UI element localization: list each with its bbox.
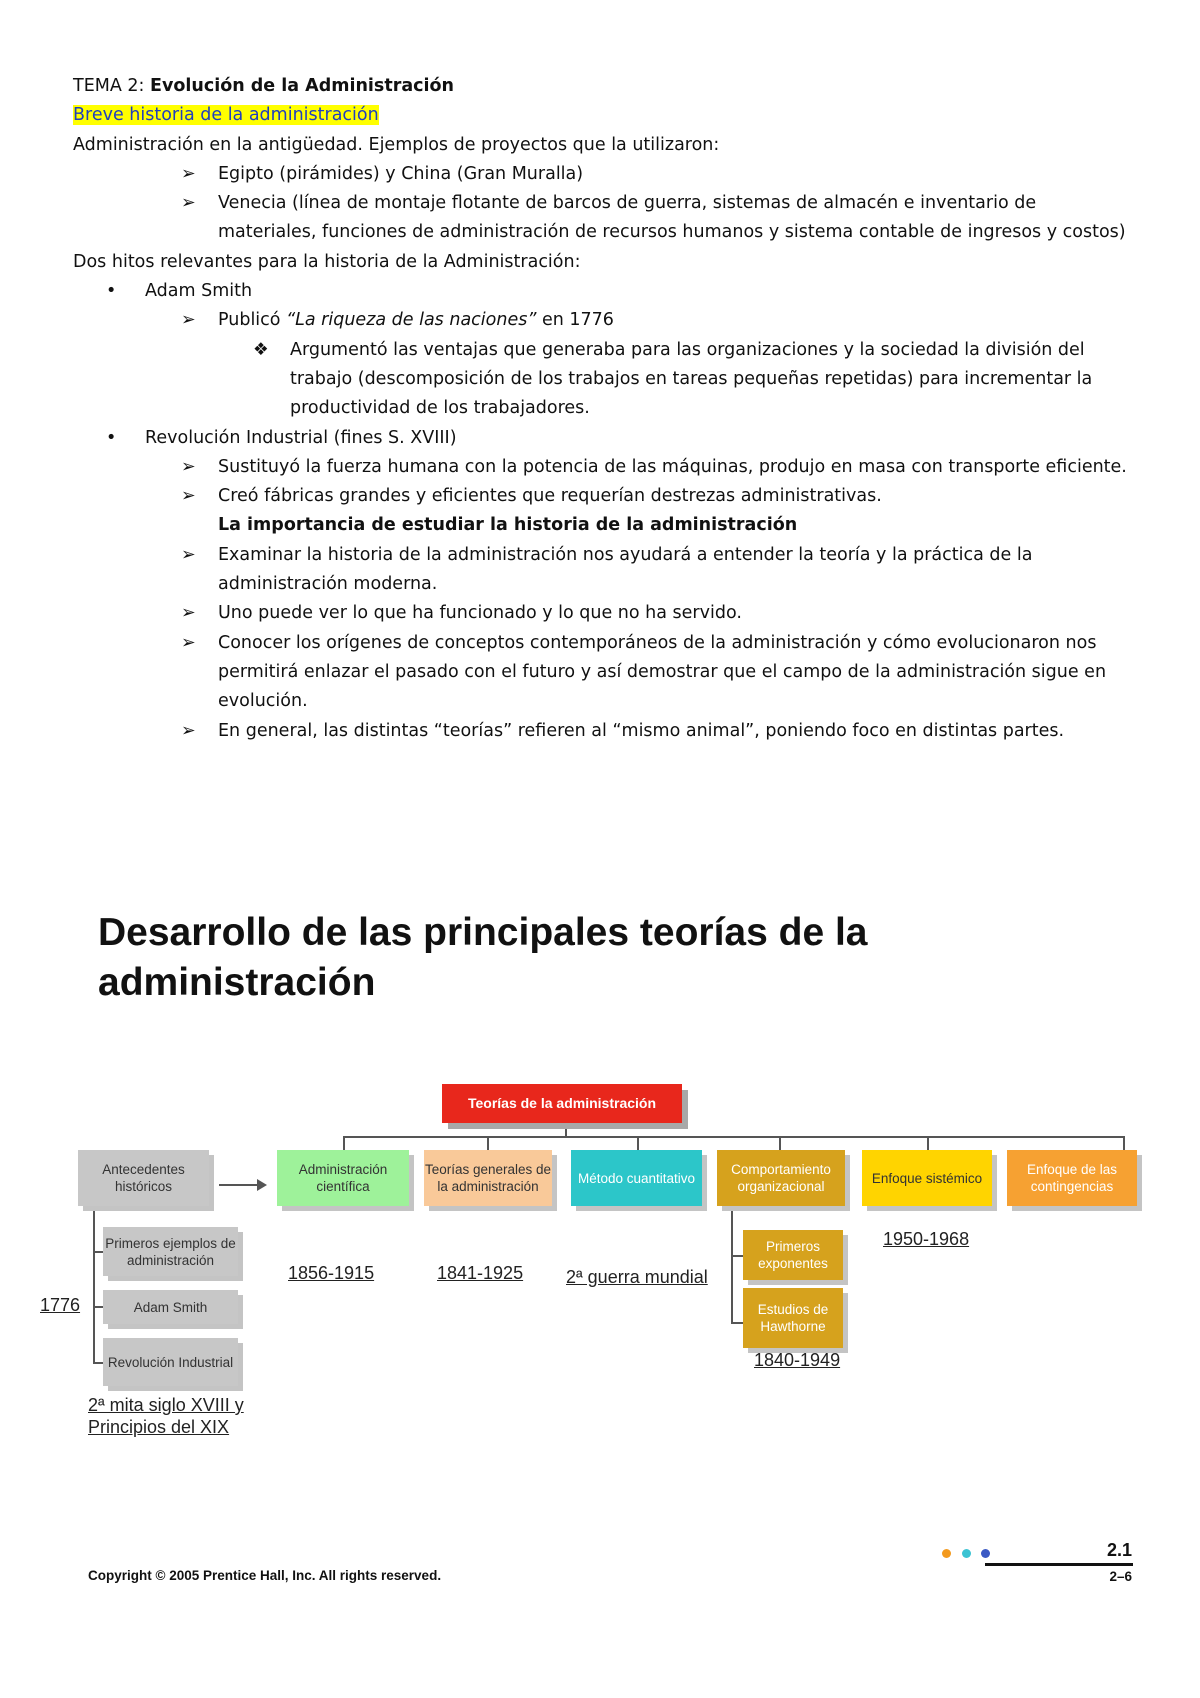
- theory-box-contingencias: Enfoque de las contingencias: [1007, 1150, 1137, 1206]
- arrow-bullet-icon: ➢: [181, 632, 196, 653]
- arrow-bullet-icon: ➢: [181, 163, 196, 184]
- connector-line: [731, 1211, 733, 1323]
- list-item: ➢ Conocer los orígenes de conceptos contemporáneos de la administración y cómo evolucionaron nos permitirá enlazar el pasado con el futuro y así demostrar que el campo de la administración sigue en evolución.: [73, 629, 1133, 717]
- list-item: ➢ Venecia (línea de montaje flotante de barcos de guerra, sistemas de almacén e inventario de materiales, funciones de administración de recursos humanos y sistema contable de ingresos y costos): [73, 189, 1133, 248]
- importance-heading: La importancia de estudiar la historia de la administración: [218, 515, 798, 536]
- decorative-dot-orange: [942, 1549, 951, 1558]
- list-item: ➢ Uno puede ver lo que ha funcionado y lo que no ha servido.: [73, 599, 1133, 628]
- behavior-item-primeros-exponentes: Primeros exponentes: [743, 1230, 843, 1280]
- doc-intro: Administración en la antigüedad. Ejemplos de proyectos que la utilizaron:: [73, 134, 720, 155]
- connector-line: [343, 1136, 1125, 1138]
- connector-line: [779, 1136, 781, 1150]
- arrow-bullet-icon: ➢: [181, 193, 196, 214]
- connector-line: [565, 1123, 567, 1137]
- list-item: ➢ Egipto (pirámides) y China (Gran Muralla): [73, 160, 1133, 189]
- document-body: [73, 72, 1133, 746]
- theory-box-cuantitativo: Método cuantitativo: [571, 1150, 702, 1206]
- copyright-notice: Copyright © 2005 Prentice Hall, Inc. All rights reserved.: [88, 1568, 442, 1583]
- page-number: 2–6: [1109, 1569, 1132, 1584]
- doc-title: TEMA 2: Evolución de la Administración: [73, 76, 454, 96]
- theory-box-generales: Teorías generales de la administración: [424, 1150, 552, 1206]
- behavior-item-hawthorne: Estudios de Hawthorne: [743, 1288, 843, 1348]
- antecedent-item-primeros-ejemplos: Primeros ejemplos de administración: [103, 1227, 238, 1276]
- annotation-period-comportamiento: 1840-1949: [754, 1350, 841, 1370]
- connector-line: [1123, 1136, 1125, 1150]
- antecedentes-box: Antecedentes históricos: [78, 1150, 209, 1206]
- section-number: 2.1: [1106, 1540, 1132, 1560]
- arrow-right-icon: [257, 1179, 267, 1191]
- list-item: ➢ Sustituyó la fuerza humana con la potencia de las máquinas, produjo en masa con transporte eficiente.: [73, 453, 1133, 482]
- list-item: • Revolución Industrial (fines S. XVIII): [73, 424, 1133, 453]
- theory-box-comportamiento: Comportamiento organizacional: [717, 1150, 845, 1206]
- arrow-bullet-icon: ➢: [181, 486, 196, 507]
- connector-line: [637, 1136, 639, 1150]
- connector-line: [219, 1184, 259, 1186]
- arrow-bullet-icon: ➢: [181, 544, 196, 565]
- connector-line: [927, 1136, 929, 1150]
- list-item: • Adam Smith: [73, 277, 1133, 306]
- list-item: ➢ Creó fábricas grandes y eficientes que requerían destrezas administrativas.: [73, 482, 1133, 511]
- connector-line: [343, 1136, 345, 1150]
- list-item: ➢ Examinar la historia de la administración nos ayudará a entender la teoría y la práctica de la administración moderna.: [73, 541, 1133, 600]
- annotation-1776: 1776: [40, 1295, 81, 1315]
- antecedent-item-adam-smith: Adam Smith: [103, 1290, 238, 1324]
- decorative-dot-teal: [962, 1549, 971, 1558]
- doc-milestones-intro: Dos hitos relevantes para la historia de la Administración:: [73, 251, 581, 272]
- antecedent-item-revolucion: Revolución Industrial: [103, 1338, 238, 1386]
- list-item: ❖ Argumentó las ventajas que generaba para las organizaciones y la sociedad la división del trabajo (descomposición de los trabajos en tareas pequeñas repetidas) para incrementar la productividad de los trabajadores.: [73, 336, 1133, 424]
- doc-subtitle: Breve historia de la administración: [73, 105, 379, 126]
- annotation-period-generales: 1841-1925: [437, 1263, 524, 1283]
- theory-box-sistemico: Enfoque sistémico: [862, 1150, 992, 1206]
- annotation-period-cuantitativo: 2ª guerra mundial: [566, 1267, 708, 1287]
- theory-box-cientifica: Administración científica: [277, 1150, 409, 1206]
- annotation-period-sistemico: 1950-1968: [883, 1229, 970, 1249]
- connector-line: [487, 1136, 489, 1150]
- footer-rule: [985, 1563, 1133, 1566]
- decorative-dot-blue: [981, 1549, 990, 1558]
- root-box: Teorías de la administración: [442, 1084, 682, 1123]
- arrow-bullet-icon: ➢: [181, 720, 196, 741]
- arrow-bullet-icon: ➢: [181, 603, 196, 624]
- round-bullet-icon: •: [106, 281, 117, 302]
- connector-line: [93, 1211, 95, 1363]
- annotation-period-cientifica: 1856-1915: [288, 1263, 375, 1283]
- diamond-bullet-icon: ❖: [253, 339, 269, 360]
- list-item: ➢ Publicó “La riqueza de las naciones” en 1776: [73, 306, 1133, 335]
- annotation-period-antecedentes: 2ª mita siglo XVIII y Principios del XIX: [88, 1395, 244, 1437]
- arrow-bullet-icon: ➢: [181, 310, 196, 331]
- round-bullet-icon: •: [106, 427, 117, 448]
- arrow-bullet-icon: ➢: [181, 456, 196, 477]
- list-item: ➢ En general, las distintas “teorías” refieren al “mismo animal”, poniendo foco en distintas partes.: [73, 717, 1133, 746]
- slide-title: Desarrollo de las principales teorías de la administración: [98, 911, 868, 1004]
